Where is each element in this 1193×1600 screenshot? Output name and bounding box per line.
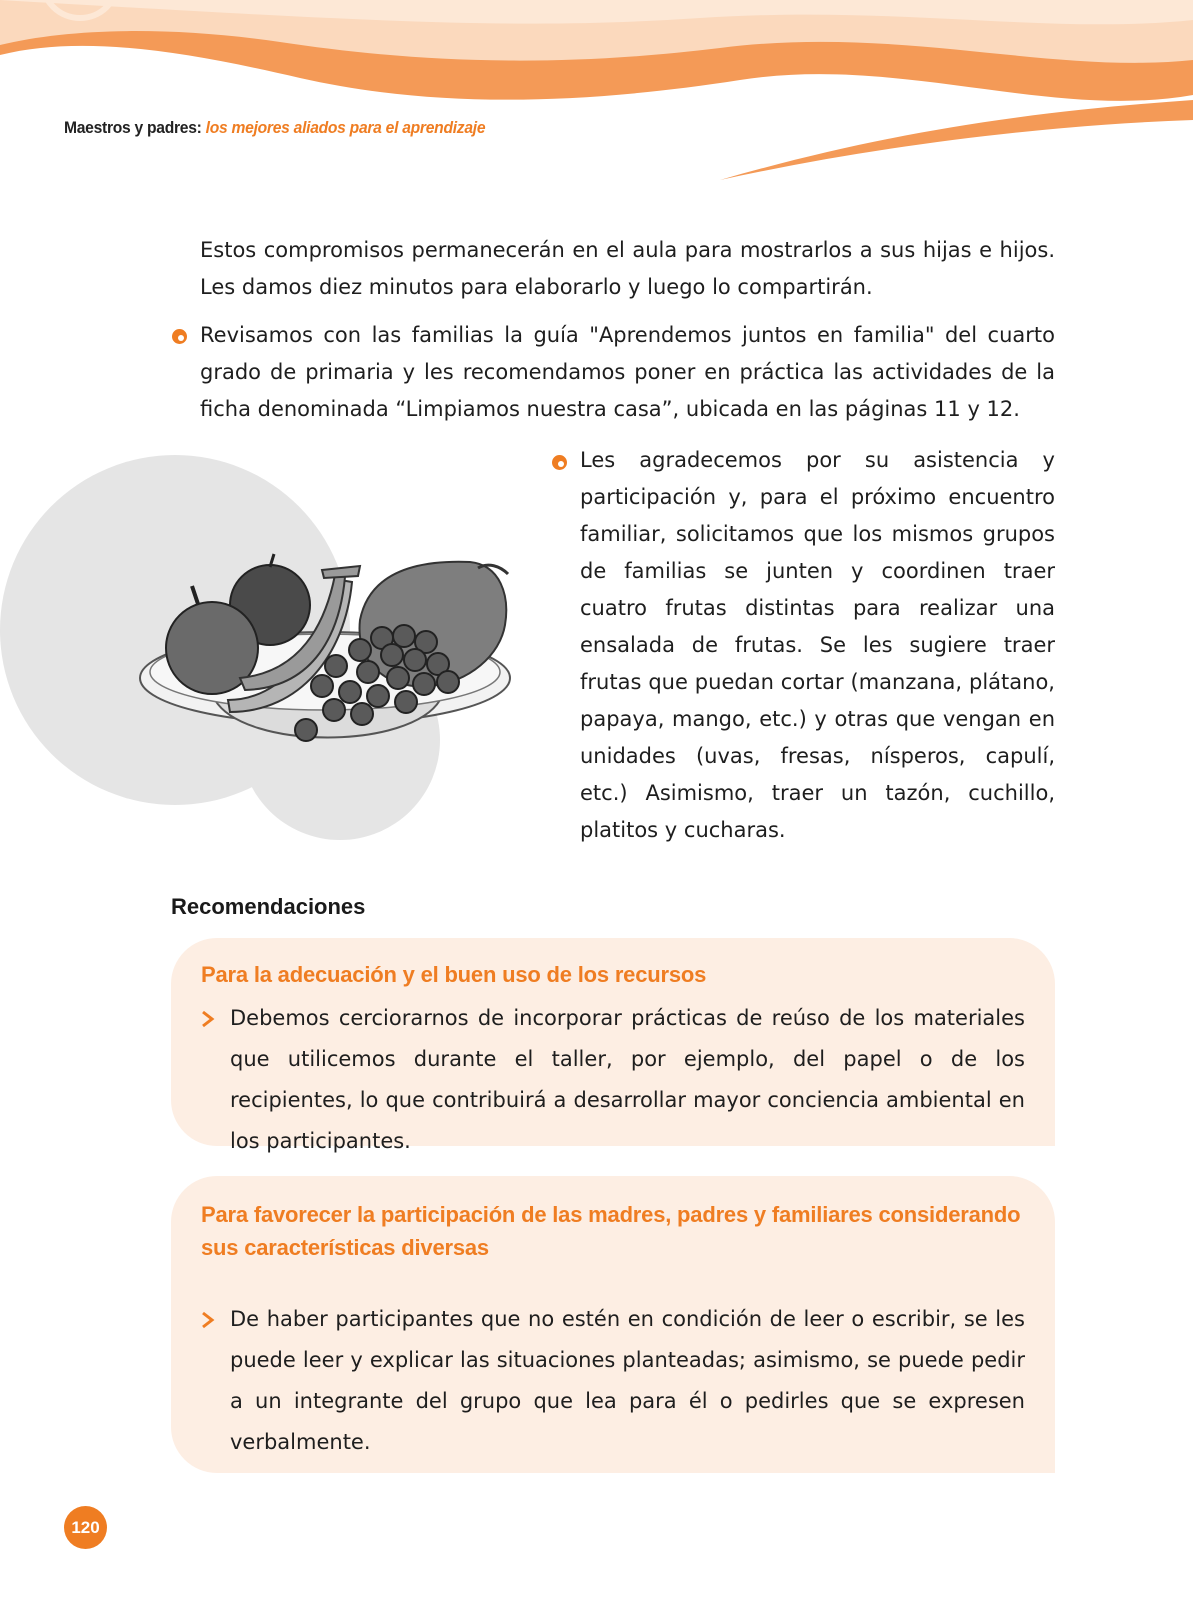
running-title-main: Maestros y padres:: [64, 118, 202, 137]
recommendations-heading: Recomendaciones: [171, 894, 366, 919]
fruit-bowl-illustration: [0, 450, 560, 870]
header-wave-decoration: [0, 0, 1193, 180]
recommendation-box-resources: [171, 938, 1055, 1153]
bullet-paragraph-guide: Revisamos con las familias la guía "Aprendemos juntos en familia" del cuarto grado de primaria y les recomendamos poner en práctica las actividades de la ficha denominada “Limpiamos nuestra casa”, ubicada en las páginas 11 y 12.: [200, 323, 1055, 421]
orange-dot-icon: [552, 455, 567, 470]
recommendation-item: De haber participantes que no estén en condición de leer o escribir, se les puede leer y explicar las situaciones planteadas; asimismo, se puede pedir a un integrante del grupo que lea para él o pedirles que se expresen verbalmente.: [230, 1307, 1025, 1454]
bullet-paragraph-fruits: Les agradecemos por su asistencia y participación y, para el próximo encuentro familiar, solicitamos que los mismos grupos de familias se junten y coordinen traer cuatro frutas distintas para realizar una ensalada de frutas. Se les sugiere traer frutas que puedan cortar (manzana, plátano, papaya, mango, etc.) y otras que vengan en unidades (uvas, fresas, nísperos, capulí, etc.) Asimismo, traer un tazón, cuchillo, platitos y cucharas.: [580, 448, 1055, 842]
intro-paragraph: Estos compromisos permanecerán en el aula para mostrarlos a sus hijas e hijos. Les damos diez minutos para elaborarlo y luego lo compartirán.: [200, 238, 1055, 299]
running-title: [64, 118, 485, 138]
recommendation-item: Debemos cerciorarnos de incorporar prácticas de reúso de los materiales que utilicemos durante el taller, por ejemplo, del papel o de los recipientes, lo que contribuirá a desarrollar mayor conciencia ambiental en los participantes.: [230, 1006, 1025, 1153]
chevron-right-icon: [201, 1311, 215, 1329]
orange-dot-icon: [172, 329, 187, 344]
page-number: 120: [64, 1506, 107, 1549]
recommendation-title: Para la adecuación y el buen uso de los recursos: [201, 962, 707, 987]
recommendation-box-participation: [171, 1176, 1055, 1473]
chevron-right-icon: [201, 1010, 215, 1028]
running-title-subtitle: los mejores aliados para el aprendizaje: [205, 118, 486, 137]
recommendation-title: Para favorecer la participación de las madres, padres y familiares considerando sus características diversas: [201, 1202, 1021, 1260]
